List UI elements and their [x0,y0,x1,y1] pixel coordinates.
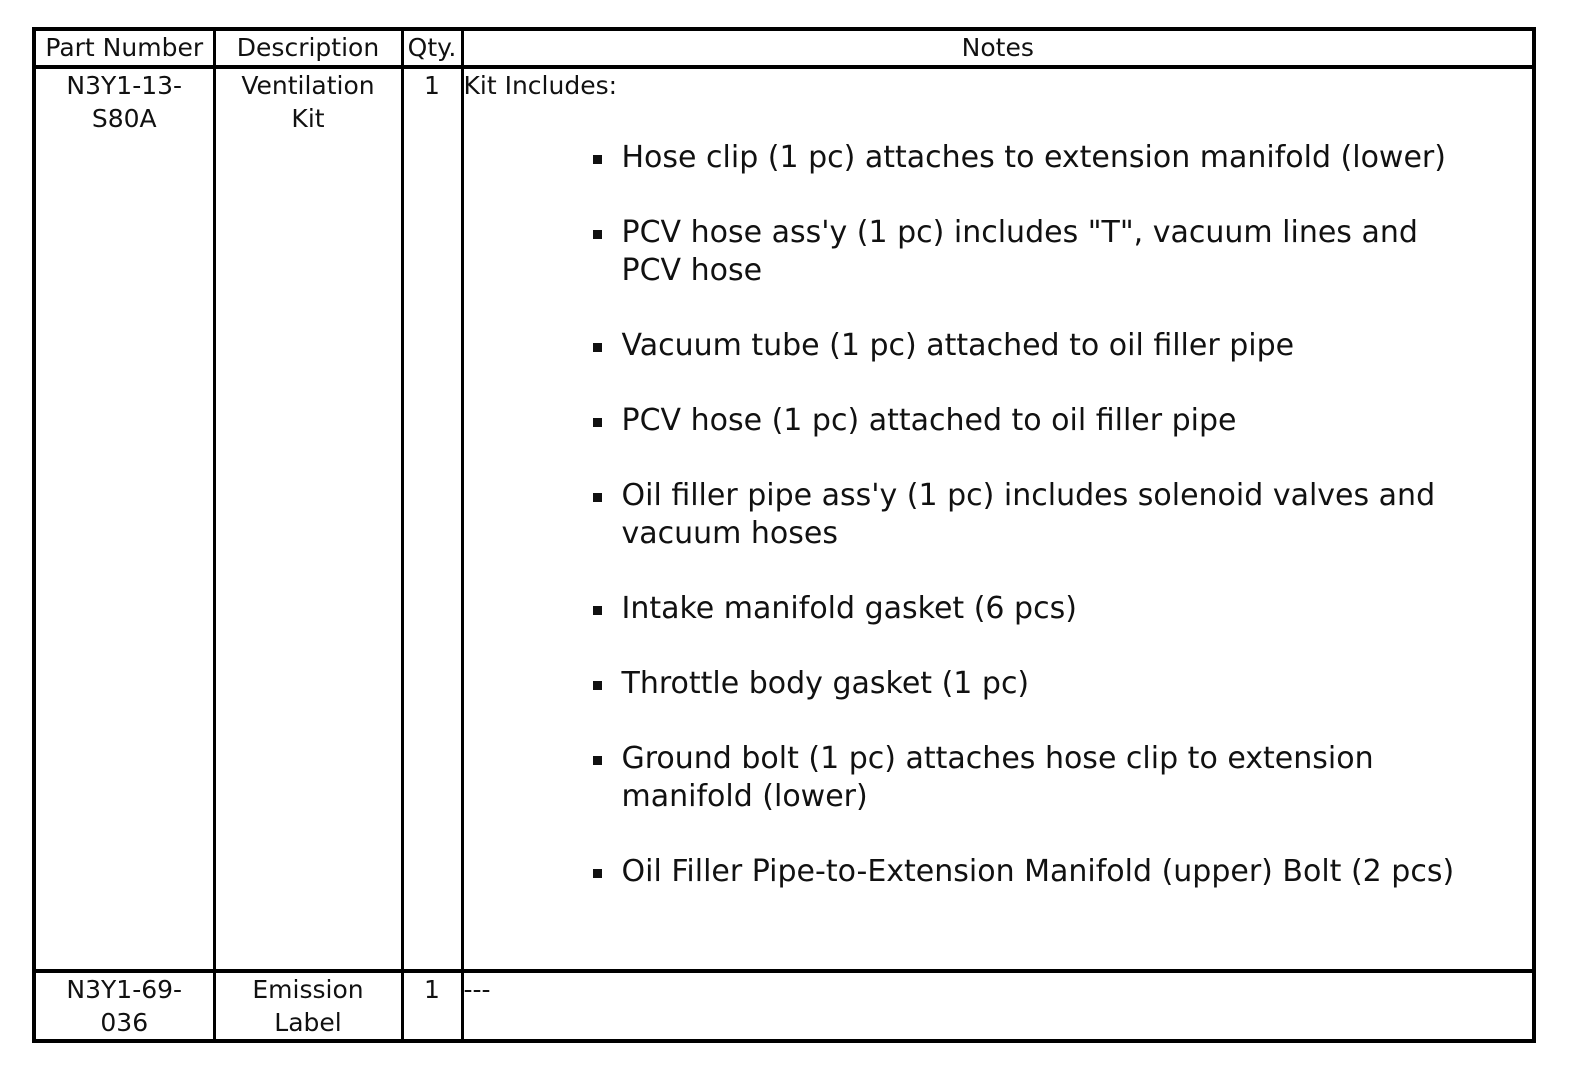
header-description: Description [214,29,402,67]
list-item [591,665,1462,703]
header-notes: Notes [462,29,1534,67]
part-number-line: 036 [100,1008,149,1037]
part-number-cell [34,971,214,1041]
bullet-icon [593,493,602,502]
list-item [591,139,1462,177]
kit-item-text: PCV hose ass'y (1 pc) includes "T", vacuum lines and PCV hose [621,215,1418,288]
header-part-number: Part Number [34,29,214,67]
part-number-cell [34,67,214,971]
description-text: Emission Label [252,975,364,1037]
bullet-icon [593,230,602,239]
description-cell [214,67,402,971]
description-text: Ventilation Kit [241,71,375,133]
list-item [591,740,1462,816]
qty-cell: 1 [402,67,462,971]
kit-item-text: Throttle body gasket (1 pc) [621,666,1030,701]
list-item [591,853,1462,891]
part-number-line: S80A [91,104,157,133]
notes-cell [462,971,1534,1041]
notes-intro: Kit Includes: [463,71,618,100]
kit-item-text: PCV hose (1 pc) attached to oil filler pipe [621,403,1237,438]
bullet-icon [593,681,602,690]
kit-item-text: Oil filler pipe ass'y (1 pc) includes solenoid valves and vacuum hoses [621,478,1436,551]
bullet-icon [593,869,602,878]
part-number-line: N3Y1-13- [66,71,183,100]
kit-item-text: Oil Filler Pipe-to-Extension Manifold (upper) Bolt (2 pcs) [621,854,1455,889]
kit-item-text: Vacuum tube (1 pc) attached to oil filler pipe [621,328,1295,363]
header-qty: Qty. [402,29,462,67]
list-item [591,590,1462,628]
bullet-icon [593,756,602,765]
header-row [34,29,1534,67]
list-item [591,477,1462,553]
kit-item-text: Intake manifold gasket (6 pcs) [621,591,1077,626]
part-number-line: N3Y1-69- [66,975,183,1004]
bullet-icon [593,343,602,352]
kit-item-text: Ground bolt (1 pc) attaches hose clip to extension manifold (lower) [621,741,1374,814]
qty-cell: 1 [402,971,462,1041]
bullet-icon [593,155,602,164]
notes-cell [462,67,1534,971]
list-item [591,327,1462,365]
list-item [591,402,1462,440]
kit-item-text: Hose clip (1 pc) attaches to extension manifold (lower) [621,140,1446,175]
table-row [34,67,1534,971]
list-item [591,214,1462,290]
bullet-icon [593,418,602,427]
bullet-icon [593,606,602,615]
kit-items-list [591,139,1533,891]
parts-table [32,27,1536,1043]
description-cell [214,971,402,1041]
notes-text: --- [463,975,491,1004]
table-row [34,971,1534,1041]
